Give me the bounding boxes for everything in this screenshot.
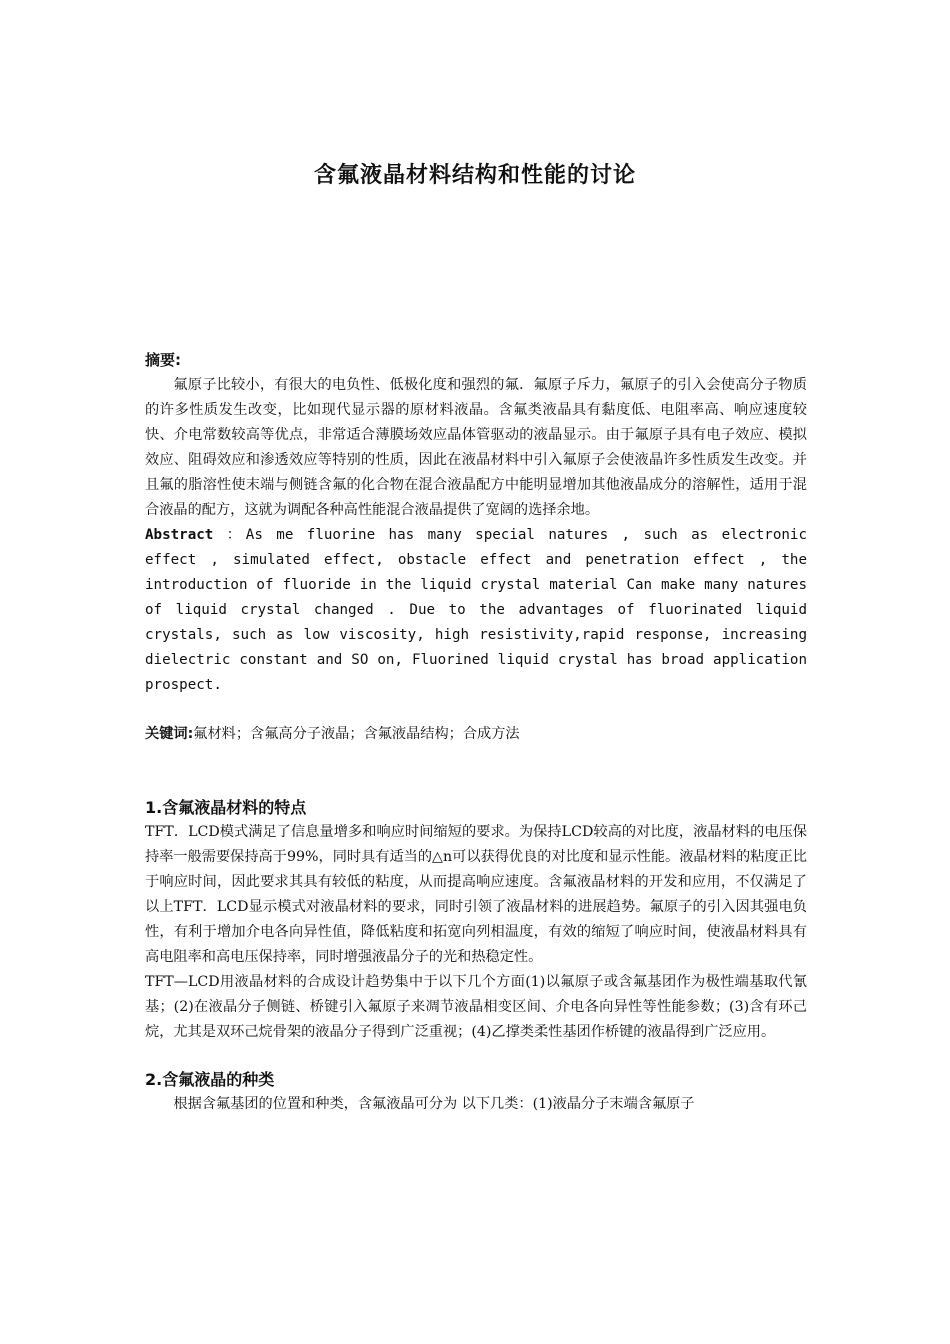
- section-1-heading: 1.含氟液晶材料的特点: [145, 798, 307, 817]
- abstract-en: [145, 523, 807, 698]
- keywords: [145, 722, 807, 747]
- abstract-en-label: Abstract: [145, 527, 214, 543]
- document-body: [145, 348, 807, 1117]
- keywords-label: 关键词:: [145, 726, 194, 742]
- keywords-text: 氟材料；含氟高分子液晶；含氟液晶结构；合成方法: [193, 726, 520, 742]
- section-1-paragraph-1: TFT．LCD模式满足了信息量增多和响应时间缩短的要求。为保持LCD较高的对比度，液晶材料的电压保持率一般需要保持高于99%，同时具有适当的△n可以获得优良的对比度和显示性能。液晶材料的粘度正比于响应时间，因此要求其具有较低的粘度，从而提高响应速度。含氟液晶材料的开发和应用，不仅满足了以上TFT．LCD显示模式对液晶材料的要求，同时引领了液晶材料的进展趋势。氟原子的引入因其强电负性，有利于增加介电各向异性值，降低粘度和拓宽向列相温度，有效的缩短了响应时间，使液晶材料具有高电阻率和高电压保持率，同时增强液晶分子的光和热稳定性。: [145, 824, 807, 965]
- section-2-paragraph-1: 根据含氟基团的位置和种类，含氟液晶可分为 以下几类：(1)液晶分子末端含氟原子: [173, 1096, 695, 1112]
- section-2-heading: 2.含氟液晶的种类: [145, 1070, 275, 1089]
- section-1-paragraph-2: TFT—LCD用液晶材料的合成设计趋势集中于以下几个方面(1)以氟原子或含氟基团作为极性端基取代氰基；(2)在液晶分子侧链、桥键引入氟原子来凋节液晶相变区间、介电各向异性等性能参数；(3)含有环己烷，尤其是双环己烷骨架的液晶分子得到广泛重视；(4)乙撑类柔性基团作桥键的液晶得到广泛应用。: [145, 974, 807, 1040]
- abstract-cn-label: 摘要:: [145, 351, 181, 369]
- abstract-cn-text: 氟原子比较小，有很大的电负性、低极化度和强烈的氟．氟原子斥力，氟原子的引入会使高分子物质的许多性质发生改变，比如现代显示器的原材料液晶。含氟类液晶具有黏度低、电阻率高、响应速度较快、介电常数较高等优点，非常适合薄膜场效应晶体管驱动的液晶显示。由于氟原子具有电子效应、模拟效应、阻碍效应和渗透效应等特别的性质，因此在液晶材料中引入氟原子会使液晶许多性质发生改变。并且氟的脂溶性使末端与侧链含氟的化合物在混合液晶配方中能明显增加其他液晶成分的溶解性，适用于混合液晶的配方，这就为调配各种高性能混合液晶提供了宽阔的选择余地。: [145, 377, 807, 518]
- document-title: 含氟液晶材料结构和性能的讨论: [313, 163, 636, 188]
- abstract-en-text: ：As me fluorine has many special natures , such as electronic effect , simulated effect, obstacle effect and penetration effect , the introduction of fluoride in the liquid crystal material Can make many natures of liquid crystal changed . Due to the advantages of fluorinated liquid crystals, such as low viscosity, high resistivity,rapid response, increasing dielectric constant and SO on, Fluorined liquid crystal has broad application prospect.: [145, 527, 807, 693]
